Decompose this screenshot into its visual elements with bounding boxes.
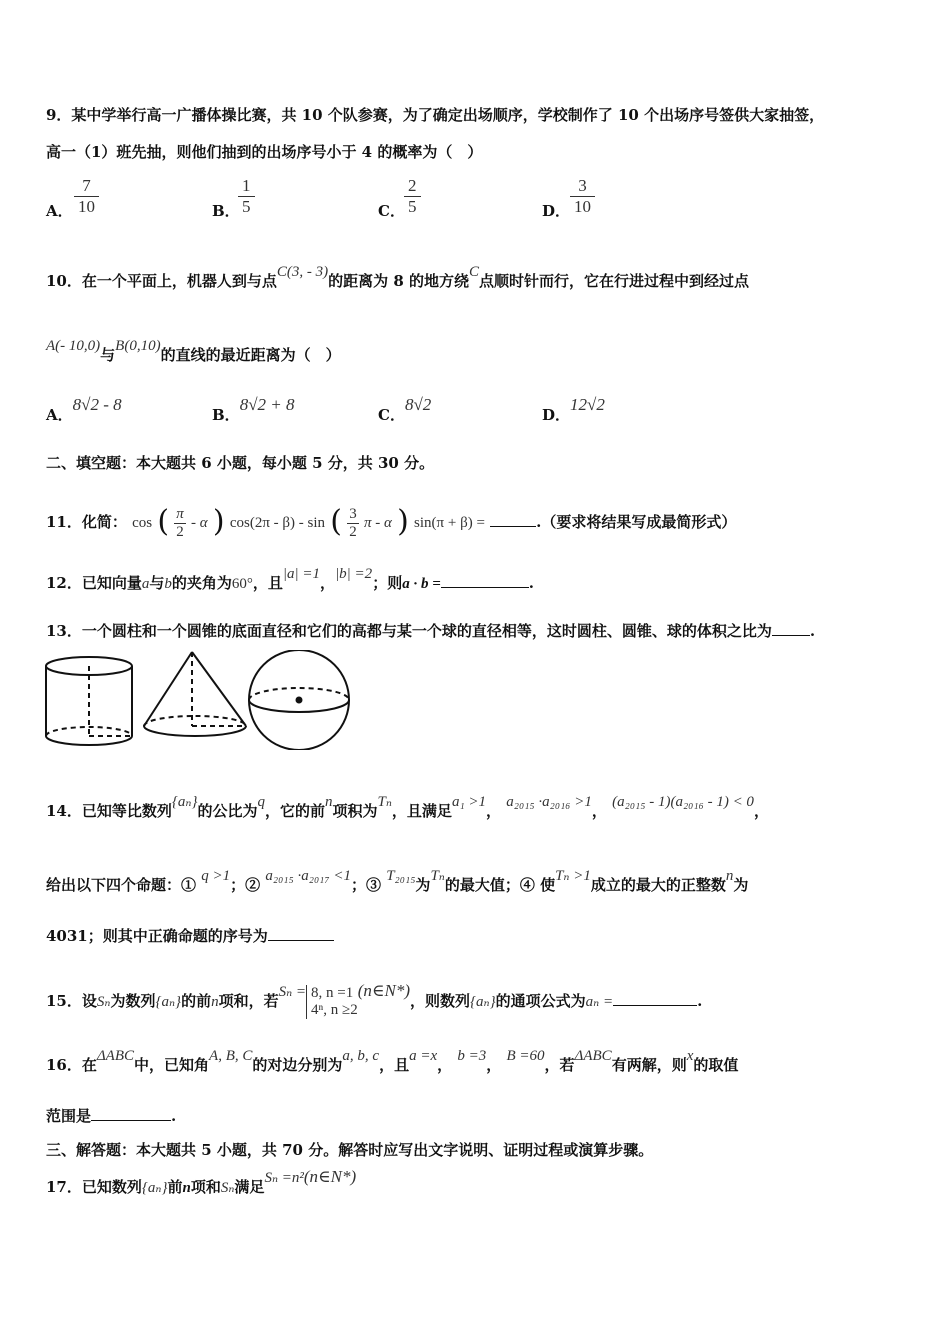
q16-a-eq-x: a =x xyxy=(409,1048,438,1064)
q15-Sn-eq: Sₙ = xyxy=(278,984,307,1000)
q15-text3: 的前 xyxy=(181,992,212,1010)
q13-text-end: . xyxy=(809,622,816,640)
q9-line1: 9．某中学举行高一广播体操比赛，共 10 个队参赛，为了确定出场顺序，学校制作了 10 个出场序号签供大家抽签， xyxy=(46,106,825,124)
q14-text7: ， xyxy=(591,802,607,820)
q10-line2 xyxy=(46,338,341,365)
q16-line2 xyxy=(46,1105,176,1126)
q17-text3: 项和 xyxy=(190,1178,221,1196)
q12-text2: 与 xyxy=(149,574,165,592)
q11-minus-alpha: - α xyxy=(191,515,208,531)
q16-l2-text: 范围是 xyxy=(46,1107,92,1125)
q10-option-b-expr: 8√2 + 8 xyxy=(239,395,295,414)
q16-sides: a, b, c xyxy=(342,1048,380,1064)
q10-text1: 10．在一个平面上，机器人到与点 xyxy=(46,272,277,290)
q15-text2: 为数列 xyxy=(110,992,156,1010)
q14-l2-text7: 为 xyxy=(733,876,749,894)
q16-triangle2: ΔABC xyxy=(574,1048,612,1064)
q10-option-c xyxy=(378,395,432,425)
q14-l2-text2: ；② xyxy=(230,876,261,894)
q16-line1 xyxy=(46,1048,739,1075)
q15-text6: 的通项公式为 xyxy=(495,992,586,1010)
q11-text1: 11．化简： xyxy=(46,513,127,531)
q17-domain: (n∈N*) xyxy=(303,1167,357,1186)
q14-text3: ，它的前 xyxy=(264,802,325,820)
q9-option-c-fraction xyxy=(404,176,421,217)
q15-domain: (n∈N*) xyxy=(357,981,411,1000)
q12-angle: 60° xyxy=(231,576,253,592)
q14-prop2: a₂₀₁₅ ·a₂₀₁₇ <1 xyxy=(265,868,351,884)
q15-Sn: Sₙ xyxy=(96,994,111,1010)
q17-Sn: Sₙ xyxy=(220,1180,235,1196)
q10-option-c-expr: 8√2 xyxy=(404,395,432,414)
q15-sequence2: {aₙ} xyxy=(470,994,496,1010)
q10-option-d-expr: 12√2 xyxy=(570,395,605,414)
q11-pi-minus-alpha: π - α xyxy=(363,515,392,531)
q14-text8: ， xyxy=(753,802,769,820)
q15-text4: 项和，若 xyxy=(218,992,279,1010)
q11-three: 3 xyxy=(349,505,357,522)
q12-line xyxy=(46,566,534,593)
q9-option-a-fraction xyxy=(74,176,99,217)
q11-paren-close: ) xyxy=(212,504,225,539)
q12-text5: ， xyxy=(320,574,336,592)
q11-paren-open: ( xyxy=(157,504,170,539)
q10-point-b: B(0,10) xyxy=(115,338,161,354)
q14-answer-blank[interactable] xyxy=(268,926,334,941)
q9-option-a-den: 10 xyxy=(74,196,99,217)
q16-b-eq-3: b =3 xyxy=(457,1048,487,1064)
q14-prop4-n: n xyxy=(725,868,734,884)
q11-two: 2 xyxy=(176,523,184,540)
q14-text1: 14．已知等比数列 xyxy=(46,802,172,820)
q15-n: n xyxy=(211,994,219,1010)
q15-piecewise xyxy=(306,985,358,1019)
q13-answer-blank[interactable] xyxy=(772,621,810,636)
q14-l2-text3: ；③ xyxy=(350,876,381,894)
q9-option-a-num: 7 xyxy=(82,176,91,195)
q14-l3-text: 4031；则其中正确命题的序号为 xyxy=(46,927,268,945)
q16-answer-blank[interactable] xyxy=(91,1106,171,1121)
q13-figures xyxy=(44,650,364,750)
q11-end: sin(π + β) = xyxy=(414,515,485,531)
q17-sequence: {aₙ} xyxy=(141,1180,168,1196)
q9-option-d-label: D． xyxy=(542,202,571,220)
q14-text4: 项积为 xyxy=(332,802,378,820)
q16-text5: ， xyxy=(437,1056,453,1074)
q14-text5: ，且满足 xyxy=(391,802,452,820)
q16-text9: 的取值 xyxy=(693,1056,739,1074)
q14-l2-text5: 的最大值；④ 使 xyxy=(444,876,556,894)
q14-line2 xyxy=(46,868,749,895)
q14-prop3-tn: Tₙ xyxy=(430,868,445,884)
q16-text7: ，若 xyxy=(544,1056,575,1074)
q17-n: n xyxy=(182,1180,191,1196)
cone-figure xyxy=(144,652,246,736)
section-3-heading: 三、解答题：本大题共 5 小题，共 70 分。解答时应写出文字说明、证明过程或演算步骤。 xyxy=(46,1141,654,1159)
q10-option-a-label: A． xyxy=(46,406,73,424)
q10-text5: 的直线的最近距离为（ ） xyxy=(160,346,341,364)
q11-pi: π xyxy=(176,505,184,522)
q15-text7: . xyxy=(697,992,703,1010)
q14-l2-text4: 为 xyxy=(415,876,431,894)
q15-text1: 15．设 xyxy=(46,992,97,1010)
q10-option-d xyxy=(542,395,605,425)
q16-triangle: ΔABC xyxy=(96,1048,135,1064)
q10-point-a: A(- 10,0) xyxy=(46,338,101,354)
q9-option-c-num: 2 xyxy=(408,176,417,195)
q11-two2: 2 xyxy=(349,523,357,540)
q12-text1: 12．已知向量 xyxy=(46,574,142,592)
q10-option-a xyxy=(46,395,122,425)
q12-abs-a: |a| =1 xyxy=(282,566,321,582)
q14-q: q xyxy=(257,794,265,810)
q17-equation: Sₙ =n² xyxy=(264,1170,304,1186)
q12-answer-blank[interactable] xyxy=(441,573,529,588)
q15-an: aₙ = xyxy=(585,994,614,1010)
q13-text: 13．一个圆柱和一个圆锥的底面直径和它们的高都与某一个球的直径相等，这时圆柱、圆锥、球的体积之比为 xyxy=(46,622,772,640)
q16-B-eq-60: B =60 xyxy=(506,1048,545,1064)
q9-option-a-label: A． xyxy=(46,202,73,220)
q10-text3: 点顺时针而行，它在行进过程中到经过点 xyxy=(479,272,750,290)
q14-cond3: (a₂₀₁₅ - 1)(a₂₀₁₆ - 1) < 0 xyxy=(612,794,754,810)
q9-option-d-num: 3 xyxy=(578,176,587,195)
q9-option-d-fraction xyxy=(570,176,595,217)
q11-line xyxy=(46,500,736,541)
q11-paren-open2: ( xyxy=(330,504,342,539)
q16-x: x xyxy=(686,1048,694,1064)
q14-cond2: a₂₀₁₅ ·a₂₀₁₆ >1 xyxy=(506,794,592,810)
q9-option-b-num: 1 xyxy=(242,176,251,195)
q15-sequence: {aₙ} xyxy=(155,994,182,1010)
q9-option-d-den: 10 xyxy=(570,196,595,217)
q14-l2-text1: 给出以下四个命题：① xyxy=(46,876,197,894)
q15-case2: 4ⁿ, n ≥2 xyxy=(311,1002,358,1018)
q17-text4: 满足 xyxy=(234,1178,265,1196)
q9-option-b-fraction xyxy=(238,176,255,217)
q16-text6: ， xyxy=(486,1056,502,1074)
q9-line2: 高一（1）班先抽，则他们抽到的出场序号小于 4 的概率为（ ） xyxy=(46,143,483,161)
cylinder-figure xyxy=(46,657,132,745)
q14-prop4: Tₙ >1 xyxy=(555,868,591,884)
q14-l2-text6: 成立的最大的正整数 xyxy=(590,876,726,894)
q14-line1 xyxy=(46,794,769,821)
q12-text3: 的夹角为 xyxy=(171,574,232,592)
q12-abs-b: |b| =2 xyxy=(335,566,373,582)
q9-option-b-den: 5 xyxy=(238,196,255,217)
q14-Tn: Tₙ xyxy=(377,794,392,810)
q14-cond1: a₁ >1 xyxy=(451,794,487,810)
q9-option-c-label: C． xyxy=(378,202,405,220)
q10-option-c-label: C． xyxy=(378,406,405,424)
q15-text5: ，则数列 xyxy=(410,992,471,1010)
q14-line3 xyxy=(46,925,334,946)
q11-answer-blank[interactable] xyxy=(490,512,536,527)
q11-paren-close2: ) xyxy=(397,504,409,539)
q10-option-a-expr: 8√2 - 8 xyxy=(72,395,122,414)
q12-text6: ；则 xyxy=(372,574,403,592)
q11-frac-3-2 xyxy=(347,506,359,541)
q14-n: n xyxy=(324,794,333,810)
q9-option-c-den: 5 xyxy=(404,196,421,217)
q14-text2: 的公比为 xyxy=(197,802,258,820)
q16-text8: 有两解，则 xyxy=(611,1056,687,1074)
q11-cos: cos xyxy=(132,515,153,531)
q15-answer-blank[interactable] xyxy=(613,991,697,1006)
q12-vector-a: a xyxy=(141,576,150,592)
q9-option-b-label: B． xyxy=(212,202,240,220)
q15-case1: 8, n =1 xyxy=(311,985,354,1001)
q12-dot-product: a · b = xyxy=(402,576,441,592)
q17-text1: 17．已知数列 xyxy=(46,1178,142,1196)
q11-middle: cos(2π - β) - sin xyxy=(229,515,326,531)
q17-line xyxy=(46,1167,357,1197)
q12-vector-b: b xyxy=(164,576,172,592)
q10-line1 xyxy=(46,264,750,291)
q14-prop3: T₂₀₁₅ xyxy=(386,868,416,884)
q14-prop1: q >1 xyxy=(201,868,231,884)
q16-text2: 中，已知角 xyxy=(134,1056,210,1074)
q12-text4: ，且 xyxy=(252,574,283,592)
sphere-figure xyxy=(249,650,349,750)
q16-l2-end: . xyxy=(171,1107,177,1125)
q16-text4: ，且 xyxy=(379,1056,410,1074)
q13-line xyxy=(46,620,815,641)
q12-text7: . xyxy=(528,574,534,592)
q10-option-d-label: D． xyxy=(542,406,571,424)
q16-text3: 的对边分别为 xyxy=(252,1056,343,1074)
q10-option-b-label: B． xyxy=(212,406,240,424)
q14-sequence: {aₙ} xyxy=(171,794,198,810)
q14-text6: ， xyxy=(486,802,502,820)
q10-option-b xyxy=(212,395,295,425)
q10-c: C xyxy=(469,264,480,280)
q10-text2: 的距离为 8 的地方绕 xyxy=(328,272,470,290)
q15-line xyxy=(46,981,703,1019)
q17-text2: 前 xyxy=(167,1178,183,1196)
q16-text1: 16．在 xyxy=(46,1056,97,1074)
q16-angles: A, B, C xyxy=(209,1048,253,1064)
q10-text4: 与 xyxy=(100,346,116,364)
section-2-heading: 二、填空题：本大题共 6 小题，每小题 5 分，共 30 分。 xyxy=(46,454,435,472)
q11-frac-pi-2 xyxy=(174,506,186,541)
q11-text2: .（要求将结果写成最简形式） xyxy=(536,513,737,531)
q10-point-c: C(3, - 3) xyxy=(276,264,329,280)
